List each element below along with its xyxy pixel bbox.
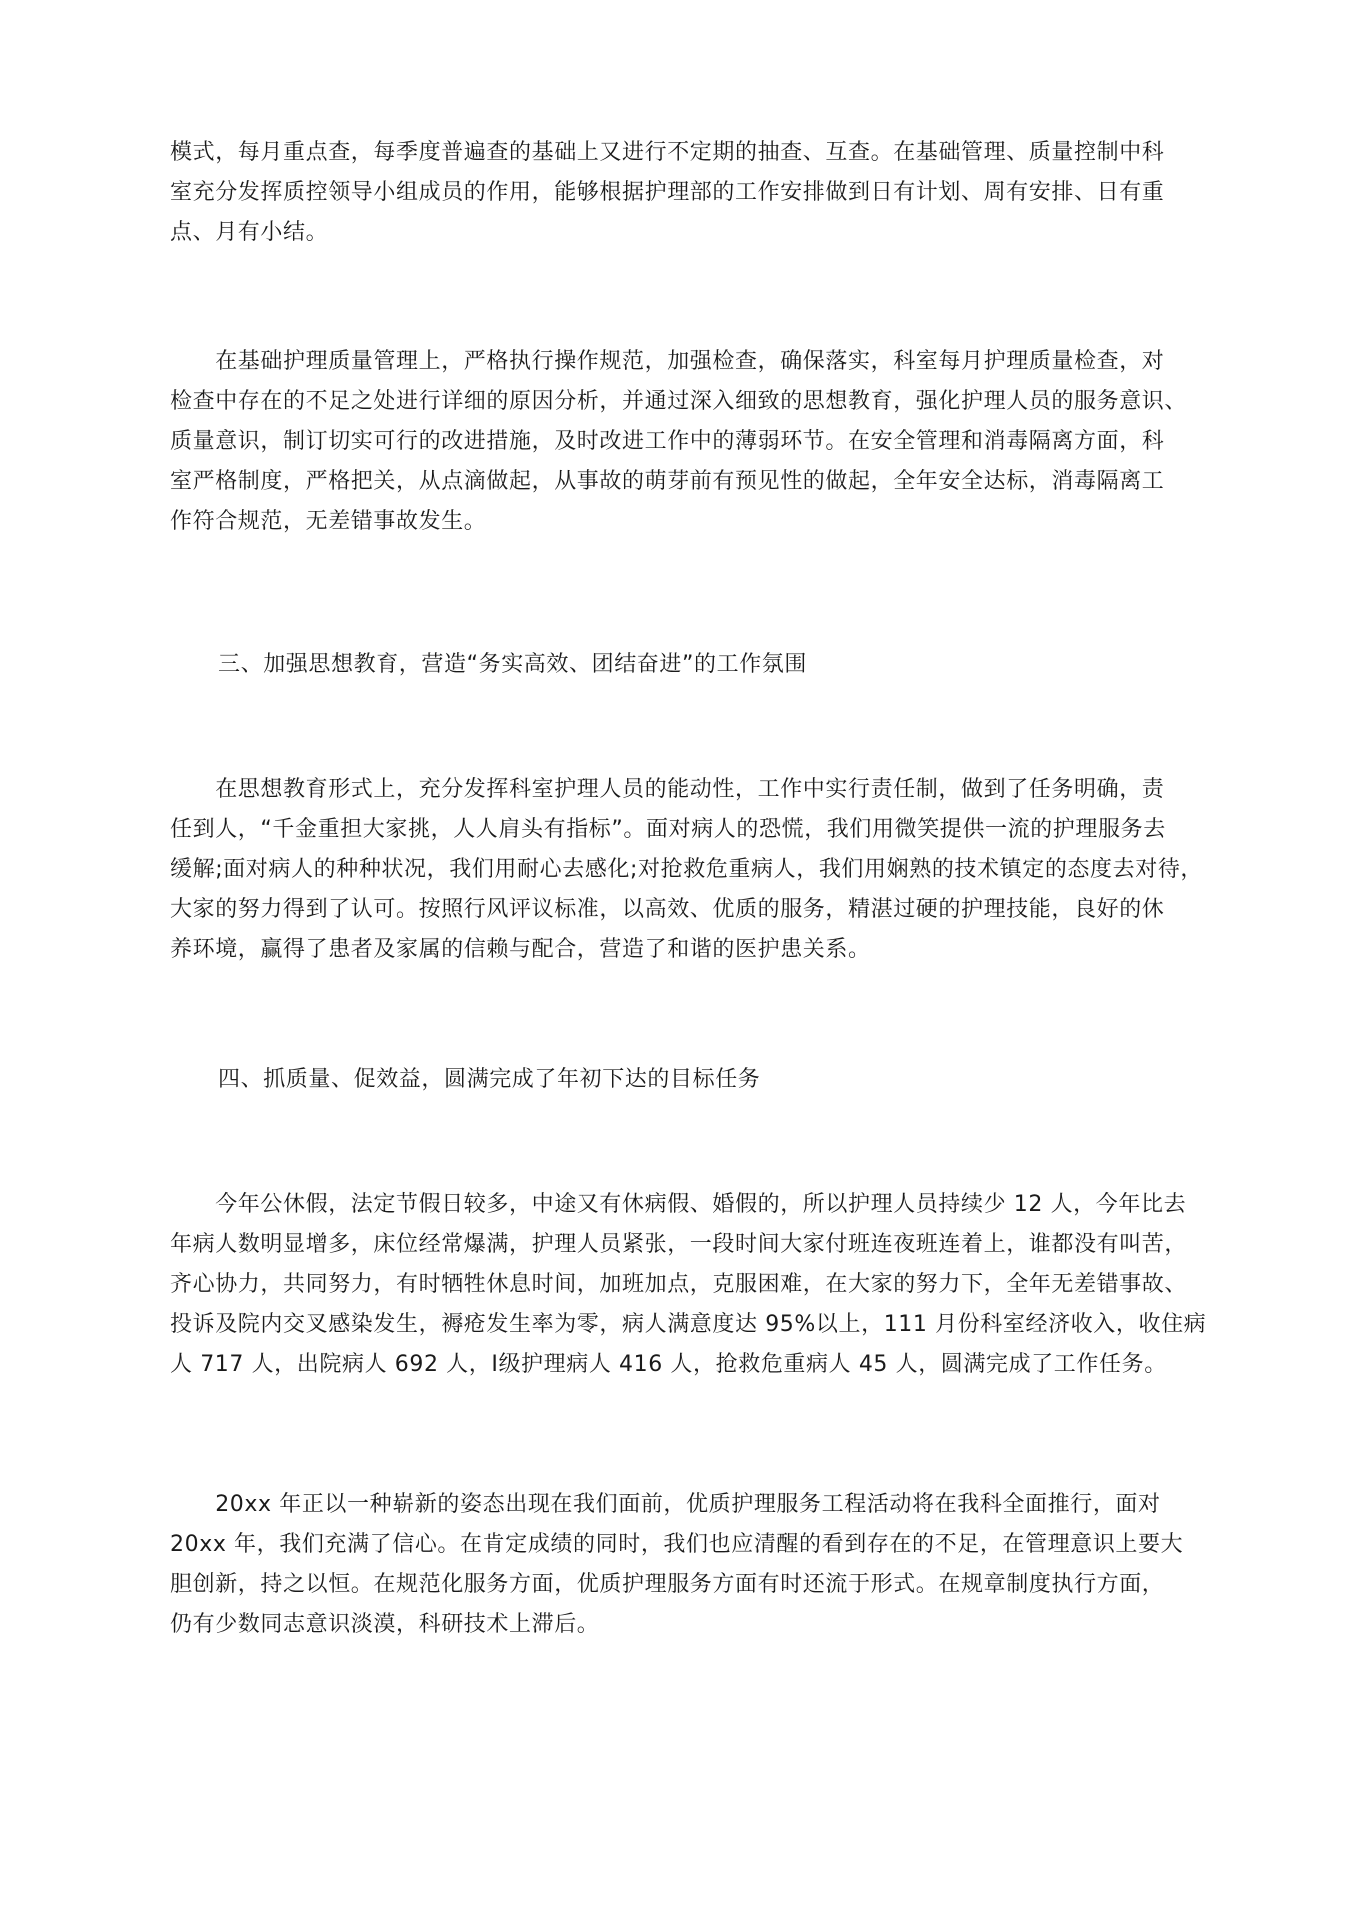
text-line: 投诉及院内交叉感染发生，褥疮发生率为零，病人满意度达 95%以上，111 月份科室经济收入，收住病 — [170, 1312, 1207, 1337]
section-heading-4: 四、抓质量、促效益，圆满完成了年初下达的目标任务 — [218, 1067, 761, 1092]
text-line: 在思想教育形式上，充分发挥科室护理人员的能动性，工作中实行责任制，做到了任务明确，责 — [170, 777, 1165, 802]
paragraph-outlook — [170, 1485, 1230, 1645]
text-line: 齐心协力，共同努力，有时牺牲休息时间，加班加点，克服困难，在大家的努力下，全年无差错事故、 — [170, 1272, 1188, 1297]
text-line: 室充分发挥质控领导小组成员的作用，能够根据护理部的工作安排做到日有计划、周有安排、日有重 — [170, 180, 1165, 205]
paragraph-ideological-education — [170, 770, 1230, 970]
text-line: 缓解;面对病人的种种状况，我们用耐心去感化;对抢救危重病人，我们用娴熟的技术镇定的态度去对待， — [170, 857, 1204, 882]
text-line: 在基础护理质量管理上，严格执行操作规范，加强检查，确保落实，科室每月护理质量检查，对 — [170, 349, 1165, 374]
text-line: 点、月有小结。 — [170, 220, 329, 245]
text-line: 大家的努力得到了认可。按照行风评议标准，以高效、优质的服务，精湛过硬的护理技能，良好的休 — [170, 897, 1165, 922]
paragraph-targets-completed — [170, 1185, 1230, 1385]
text-line: 任到人，“千金重担大家挑，人人肩头有指标”。面对病人的恐慌，我们用微笑提供一流的护理服务去 — [170, 817, 1166, 842]
text-line: 年病人数明显增多，床位经常爆满，护理人员紧张，一段时间大家付班连夜班连着上，谁都没有叫苦， — [170, 1232, 1188, 1257]
text-line: 室严格制度，严格把关，从点滴做起，从事故的萌芽前有预见性的做起，全年安全达标，消毒隔离工 — [170, 469, 1165, 494]
text-line: 今年公休假，法定节假日较多，中途又有休病假、婚假的，所以护理人员持续少 12 人，今年比去 — [170, 1192, 1187, 1217]
text-line: 检查中存在的不足之处进行详细的原因分析，并通过深入细致的思想教育，强化护理人员的服务意识、 — [170, 389, 1188, 414]
text-line: 作符合规范，无差错事故发生。 — [170, 509, 487, 534]
text-line: 20xx 年正以一种崭新的姿态出现在我们面前，优质护理服务工程活动将在我科全面推行，面对 — [170, 1492, 1161, 1517]
text-line: 人 717 人，出院病人 692 人，Ⅰ级护理病人 416 人，抢救危重病人 45 人，圆满完成了工作任务。 — [170, 1352, 1167, 1377]
text-line: 养环境，赢得了患者及家属的信赖与配合，营造了和谐的医护患关系。 — [170, 937, 871, 962]
paragraph-quality-control — [170, 133, 1230, 253]
text-line: 模式，每月重点查，每季度普遍查的基础上又进行不定期的抽查、互查。在基础管理、质量控制中科 — [170, 140, 1165, 165]
paragraph-basic-nursing — [170, 342, 1230, 542]
text-line: 20xx 年，我们充满了信心。在肯定成绩的同时，我们也应清醒的看到存在的不足，在管理意识上要大 — [170, 1532, 1184, 1557]
text-line: 质量意识，制订切实可行的改进措施，及时改进工作中的薄弱环节。在安全管理和消毒隔离方面，科 — [170, 429, 1165, 454]
section-heading-3: 三、加强思想教育，营造“务实高效、团结奋进”的工作氛围 — [218, 652, 807, 677]
text-line: 胆创新，持之以恒。在规范化服务方面，优质护理服务方面有时还流于形式。在规章制度执行方面， — [170, 1572, 1165, 1597]
text-line: 仍有少数同志意识淡漠，科研技术上滞后。 — [170, 1612, 600, 1637]
